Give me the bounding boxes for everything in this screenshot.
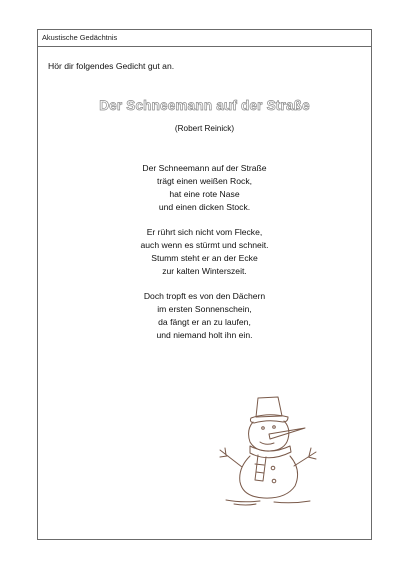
poem-line: und niemand holt ihn ein.: [156, 330, 253, 341]
poem-line: Er rührt sich nicht vom Flecke,: [146, 227, 263, 238]
poem-line: Der Schneemann auf der Straße: [142, 163, 267, 173]
poem-line: Doch tropft es von den Dächern: [143, 291, 266, 302]
poem-line: trägt einen weißen Rock,: [156, 175, 253, 186]
poem-title: Der Schneemann auf der Straße: [99, 98, 310, 113]
snowman-lines: [220, 397, 316, 505]
poem-body: [38, 162, 371, 355]
poem-line: da fängt er an zu laufen,: [158, 317, 251, 328]
poem-stanza-1: [38, 162, 371, 214]
worksheet-header: Akustische Gedächtnis: [38, 30, 371, 47]
poem-line: im ersten Sonnenschein,: [157, 304, 252, 315]
poem-author: (Robert Reinick): [174, 124, 235, 133]
poem-line: und einen dicken Stock.: [158, 201, 251, 212]
poem-line: hat eine rote Nase: [169, 188, 240, 199]
snowman-icon: [212, 364, 324, 506]
poem-line: auch wenn es stürmt und schneit.: [140, 240, 269, 251]
instruction-text: Hör dir folgendes Gedicht gut an.: [48, 61, 175, 71]
poem-stanza-2: [38, 226, 371, 278]
poem-line: zur kalten Winterszeit.: [162, 265, 247, 276]
poem-line: Stumm steht er an der Ecke: [151, 253, 258, 264]
poem-stanza-3: [38, 290, 371, 342]
